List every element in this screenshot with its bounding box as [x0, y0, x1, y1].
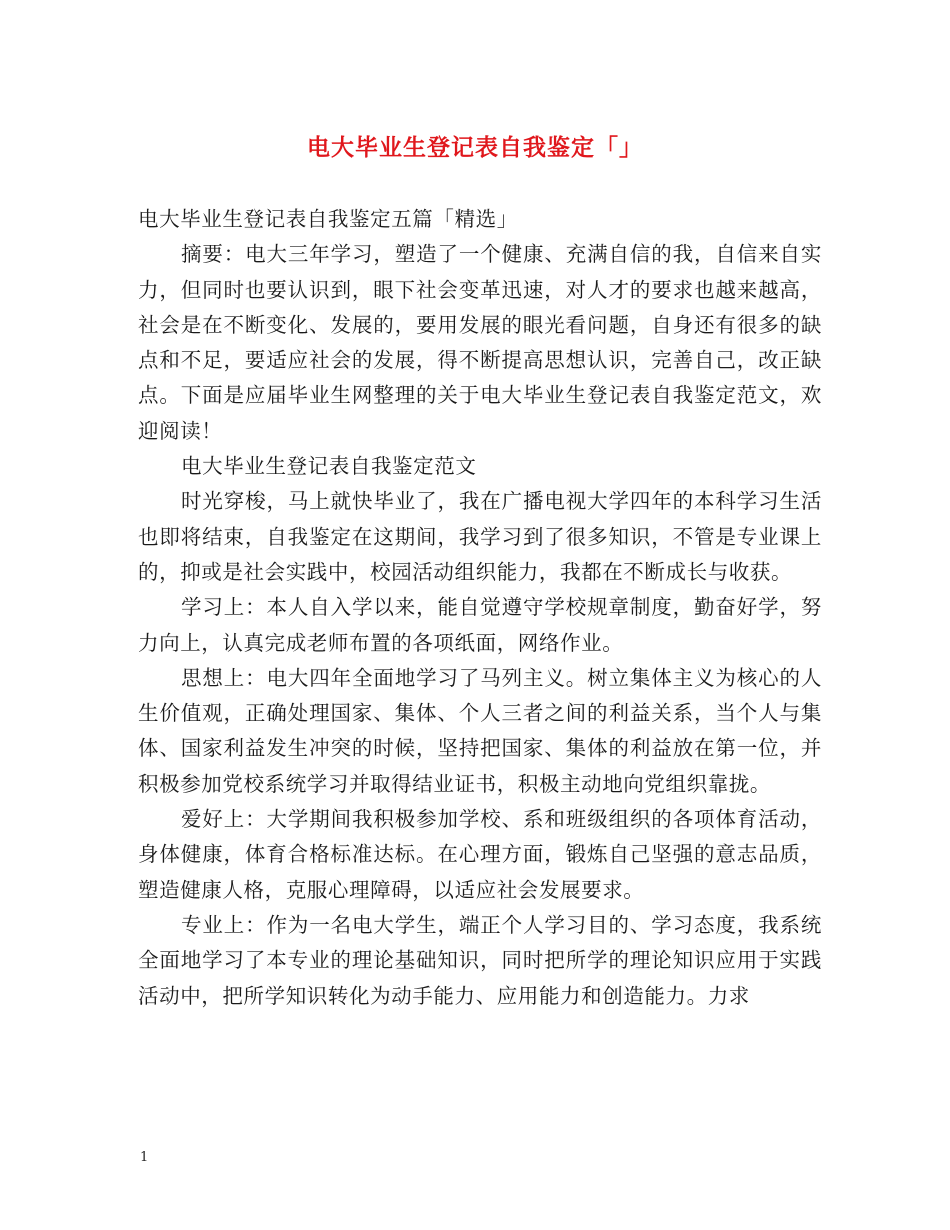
paragraph-abstract: 摘要：电大三年学习，塑造了一个健康、充满自信的我，自信来自实力，但同时也要认识到，眼下社会变革迅速，对人才的要求也越来越高，社会是在不断变化、发展的，要用发展的眼光看问题，自身还有很多的缺点和不足，要适应社会的发展，得不断提高思想认识，完善自己，改正缺点。下面是应届毕业生网整理的关于电大毕业生登记表自我鉴定范文，欢迎阅读！	[138, 242, 822, 443]
paragraph-major: 专业上：作为一名电大学生，端正个人学习目的、学习态度，我系统全面地学习了本专业的理论基础知识，同时把所学的理论知识应用于实践活动中，把所学知识转化为动手能力、应用能力和创造能力。力求	[138, 912, 822, 1008]
paragraph-section-heading: 电大毕业生登记表自我鉴定范文	[181, 454, 477, 479]
paragraph-subtitle: 电大毕业生登记表自我鉴定五篇「精选」	[138, 207, 518, 231]
paragraph-hobby: 爱好上：大学期间我积极参加学校、系和班级组织的各项体育活动，身体健康，体育合格标准达标。在心理方面，锻炼自己坚强的意志品质，塑造健康人格，克服心理障碍，以适应社会发展要求。	[138, 807, 822, 902]
page-number: 1	[140, 1150, 149, 1165]
paragraph-intro: 时光穿梭，马上就快毕业了，我在广播电视大学四年的本科学习生活也即将结束，自我鉴定在这期间，我学习到了很多知识，不管是专业课上的，抑或是社会实践中，校园活动组织能力，我都在不断成长与收获。	[138, 489, 822, 584]
paragraph-study: 学习上：本人自入学以来，能自觉遵守学校规章制度，勤奋好学，努力向上，认真完成老师布置的各项纸面，网络作业。	[138, 595, 822, 655]
document-body	[138, 202, 822, 1014]
paragraph-thought: 思想上：电大四年全面地学习了马列主义。树立集体主义为核心的人生价值观，正确处理国家、集体、个人三者之间的利益关系，当个人与集体、国家利益发生冲突的时候，坚持把国家、集体的利益放在第一位，并积极参加党校系统学习并取得结业证书，积极主动地向党组织靠拢。	[138, 665, 822, 796]
document-title: 电大毕业生登记表自我鉴定「」	[307, 134, 643, 161]
